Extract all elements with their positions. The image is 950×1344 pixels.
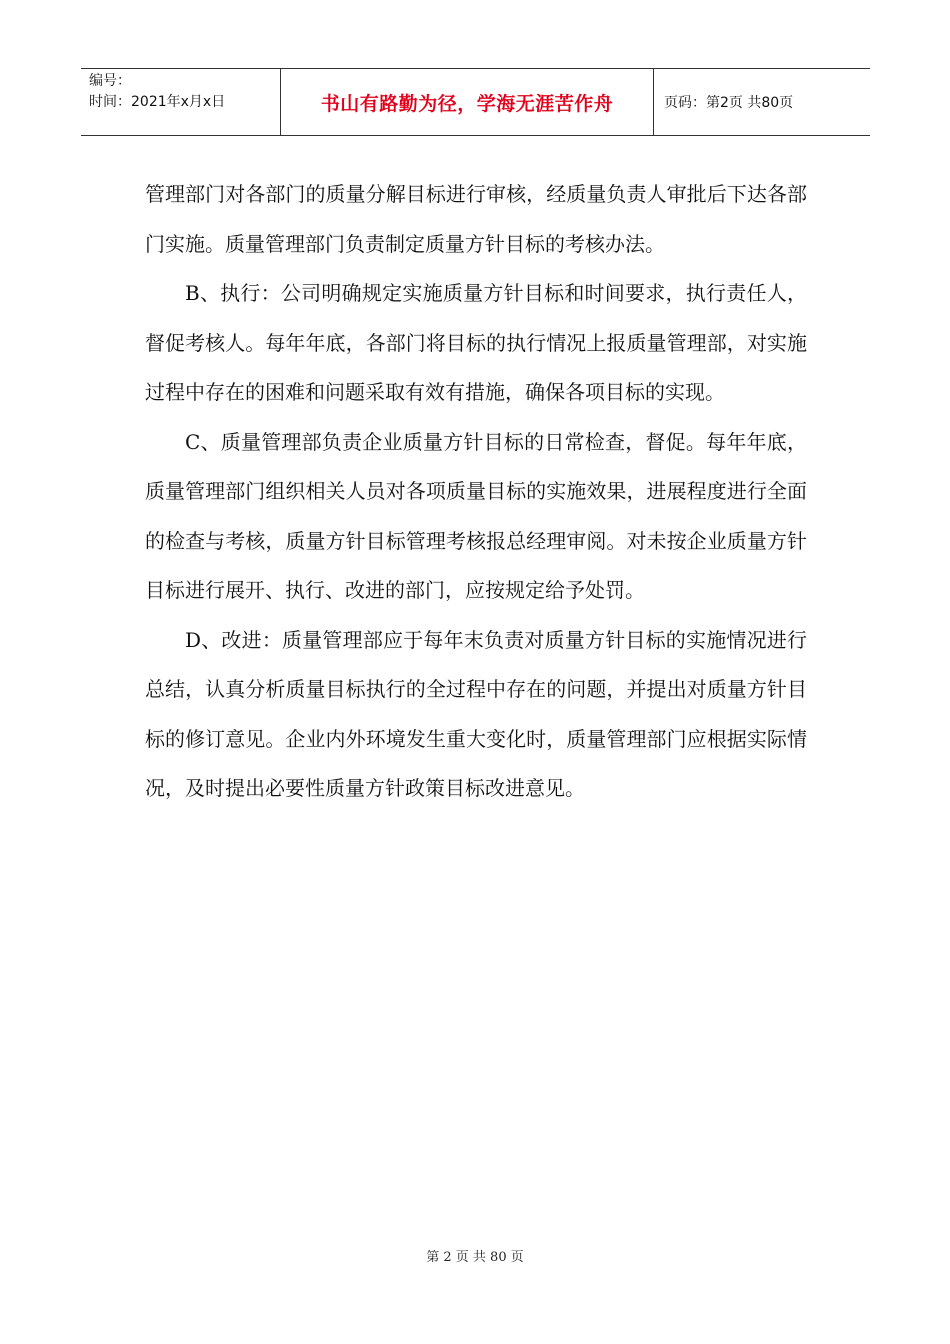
header-motto: 书山有路勤为径，学海无涯苦作舟 — [320, 92, 614, 115]
paragraph-c-inspection: C、质量管理部负责企业质量方针目标的日常检查，督促。每年年底，质量管理部门组织相关人员对各项质量目标的实施效果，进展程度进行全面的检查与考核，质量方针目标管理考核报总经理审阅。对未按企业质量方针目标进行展开、执行、改进的部门，应按规定给予处罚。 — [145, 429, 807, 602]
document-date: 时间：2021年x月x日 — [89, 94, 226, 110]
document-number: 编号： — [89, 73, 131, 89]
paragraph-b-execution: B、执行：公司明确规定实施质量方针目标和时间要求，执行责任人，督促考核人。每年年底，各部门将目标的执行情况上报质量管理部，对实施过程中存在的困难和问题采取有效有措施，确保各项目标的实现。 — [145, 281, 807, 404]
paragraph-continuation: 管理部门对各部门的质量分解目标进行审核，经质量负责人审批后下达各部门实施。质量管理部门负责制定质量方针目标的考核办法。 — [145, 182, 807, 256]
header-motto-cell — [281, 69, 654, 135]
header-page-number: 页码：第2页 共80页 — [664, 95, 794, 111]
header-page-cell — [654, 69, 870, 135]
paragraph-d-improvement: D、改进：质量管理部应于每年末负责对质量方针目标的实施情况进行总结，认真分析质量目标执行的全过程中存在的问题，并提出对质量方针目标的修订意见。企业内外环境发生重大变化时，质量管理部门应根据实际情况，及时提出必要性质量方针政策目标改进意见。 — [145, 627, 807, 800]
document-body — [145, 170, 807, 814]
page-footer: 第 2 页 共 80 页 — [426, 1250, 524, 1265]
header-meta — [81, 69, 281, 135]
page-header — [81, 68, 870, 136]
